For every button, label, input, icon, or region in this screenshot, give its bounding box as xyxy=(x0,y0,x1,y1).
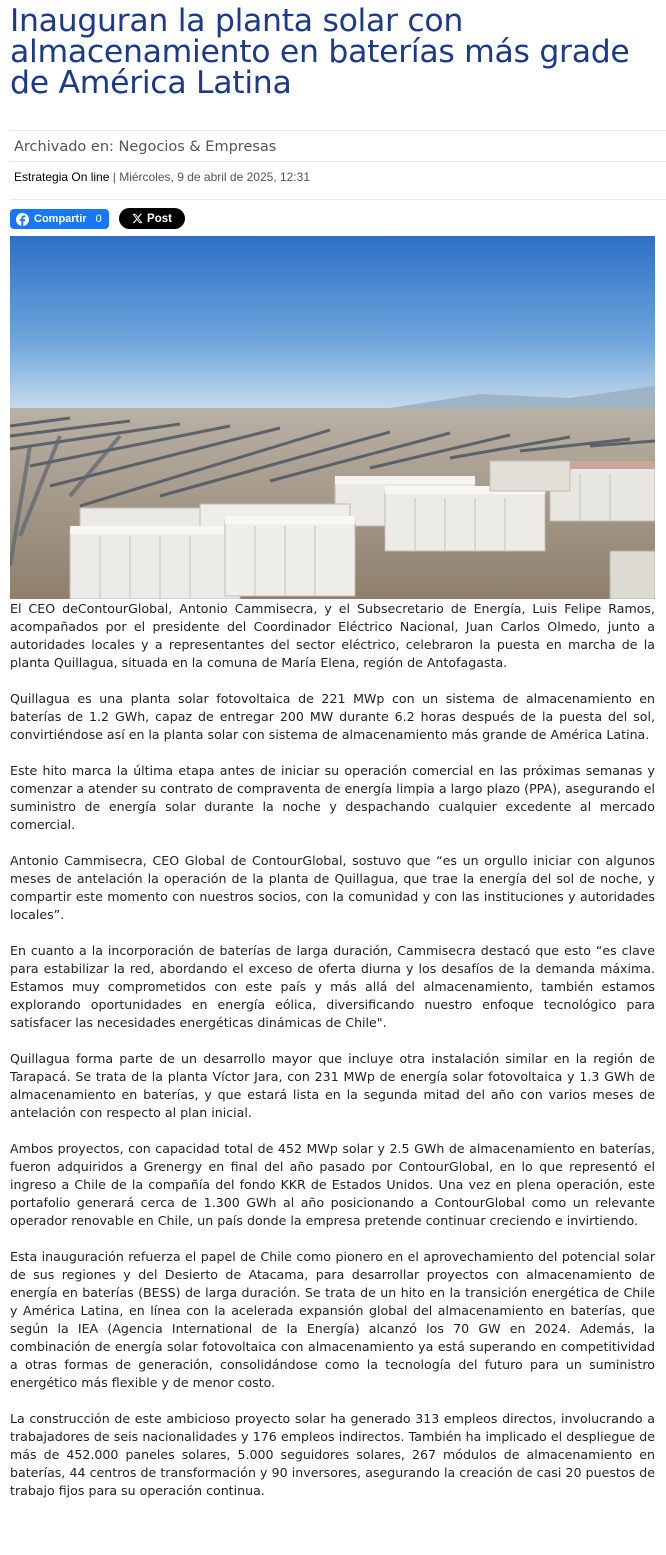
article-paragraph: La construcción de este ambicioso proyecto solar ha generado 313 empleos directos, involucrando a trabajadores de seis nacionalidades y 176 empleos indirectos. También ha implicado el despliegue de más de 452.000 paneles solares, 5.000 seguidores solares, 267 módulos de almacenamiento en baterías, 44 centros de transformación y 90 inversores, asegurando la creación de casi 20 puestos de trabajo fijos para su operación continua. xyxy=(10,1411,655,1498)
article-paragraph: Ambos proyectos, con capacidad total de 452 MWp solar y 2.5 GWh de almacenamiento en baterías, fueron adquiridos a Grenergy en final del año pasado por ContourGlobal, en lo que representó el ingreso a Chile de la compañía del fondo KKR de Estados Unidos. Una vez en plena operación, este portafolio generará cerca de 1.300 GWh al año posicionando a ContourGlobal como un relevante operador renovable en Chile, un país donde la empresa pretende continuar creciendo e invirtiendo. xyxy=(10,1141,655,1228)
facebook-icon xyxy=(16,213,29,226)
article-paragraph: El CEO deContourGlobal, Antonio Cammisecra, y el Subsecretario de Energía, Luis Felipe Ramos, acompañados por el presidente del Coordinador Eléctrico Nacional, Juan Carlos Olmedo, junto a autoridades locales y a representantes del sector eléctrico, celebraron la puesta en marcha de la planta Quillagua, situada en la comuna de María Elena, región de Antofagasta. xyxy=(10,601,655,670)
article-paragraph: Este hito marca la última etapa antes de iniciar su operación comercial en las próximas semanas y comenzar a atender su contrato de compraventa de energía limpia a largo plazo (PPA), asegurando el suministro de energía solar durante la noche y despachando cualquier excedente al mercado comercial. xyxy=(10,763,655,832)
filed-category-link[interactable]: Negocios & Empresas xyxy=(118,139,277,155)
filed-under-bar xyxy=(10,130,666,162)
x-post-button[interactable] xyxy=(119,208,185,229)
filed-prefix: Archivado en: xyxy=(14,139,114,155)
x-post-label: Post xyxy=(147,212,172,225)
article-paragraph: Quillagua es una planta solar fotovoltaica de 221 MWp con un sistema de almacenamiento en baterías de 1.2 GWh, capaz de entregar 200 MW durante 6.2 horas después de la puesta del sol, convirtiéndose así en la planta solar con sistema de almacenamiento más grande de América Latina. xyxy=(10,691,655,742)
byline-separator: | xyxy=(112,170,116,184)
publish-date: Miércoles, 9 de abril de 2025, 12:31 xyxy=(119,170,310,184)
article-body xyxy=(10,600,655,1518)
article-photo xyxy=(10,236,655,599)
facebook-share-count: 0 xyxy=(95,213,102,225)
solar-plant-photo xyxy=(10,236,655,599)
byline xyxy=(14,170,310,184)
facebook-share-button[interactable] xyxy=(10,209,109,229)
article-paragraph: Antonio Cammisecra, CEO Global de ContourGlobal, sostuvo que “es un orgullo iniciar con algunos meses de antelación la operación de la planta de Quillagua, que trae la energía del sol de noche, y compartir este momento con nuestros socios, con la comunidad y con las instituciones y autoridades locales”. xyxy=(10,853,655,922)
article-title: Inauguran la planta solar con almacenamiento en baterías más grade de América Latina xyxy=(10,3,630,101)
x-logo-icon xyxy=(132,213,143,224)
article-paragraph: Quillagua forma parte de un desarrollo mayor que incluye otra instalación similar en la región de Tarapacá. Se trata de la planta Víctor Jara, con 231 MWp de energía solar fotovoltaica y 1.3 GWh de almacenamiento en baterías, y que estará lista en la segunda mitad del año con varios meses de antelación con respecto al plan inicial. xyxy=(10,1051,655,1120)
article-paragraph: Esta inauguración refuerza el papel de Chile como pionero en el aprovechamiento del potencial solar de sus regiones y del Desierto de Atacama, para desarrollar proyectos con almacenamiento de energía en baterías (BESS) de larga duración. Se trata de un hito en la transición energética de Chile y América Latina, en línea con la acelerada expansión global del almacenamiento en baterías, que según la IEA (Agencia International de la Energía) alcanzó los 70 GW en 2024. Además, la combinación de energía solar fotovoltaica con almacenamiento ya está superando en competitividad a otras formas de generación, consolidándose como la tecnología del futuro para un suministro energético más flexible y de menor costo. xyxy=(10,1249,655,1390)
source-name: Estrategia On line xyxy=(14,170,110,184)
facebook-share-label: Compartir xyxy=(34,213,87,225)
article-paragraph: En cuanto a la incorporación de baterías de larga duración, Cammisecra destacó que esto “es clave para estabilizar la red, abordando el exceso de oferta diurna y los desafíos de la demanda máxima. Estamos muy comprometidos con este país y más allá del almacenamiento, también estamos explorando oportunidades en energía eólica, diversificando nuestro enfoque tecnológico para satisfacer las necesidades energéticas dinámicas de Chile". xyxy=(10,943,655,1030)
divider xyxy=(10,199,666,200)
